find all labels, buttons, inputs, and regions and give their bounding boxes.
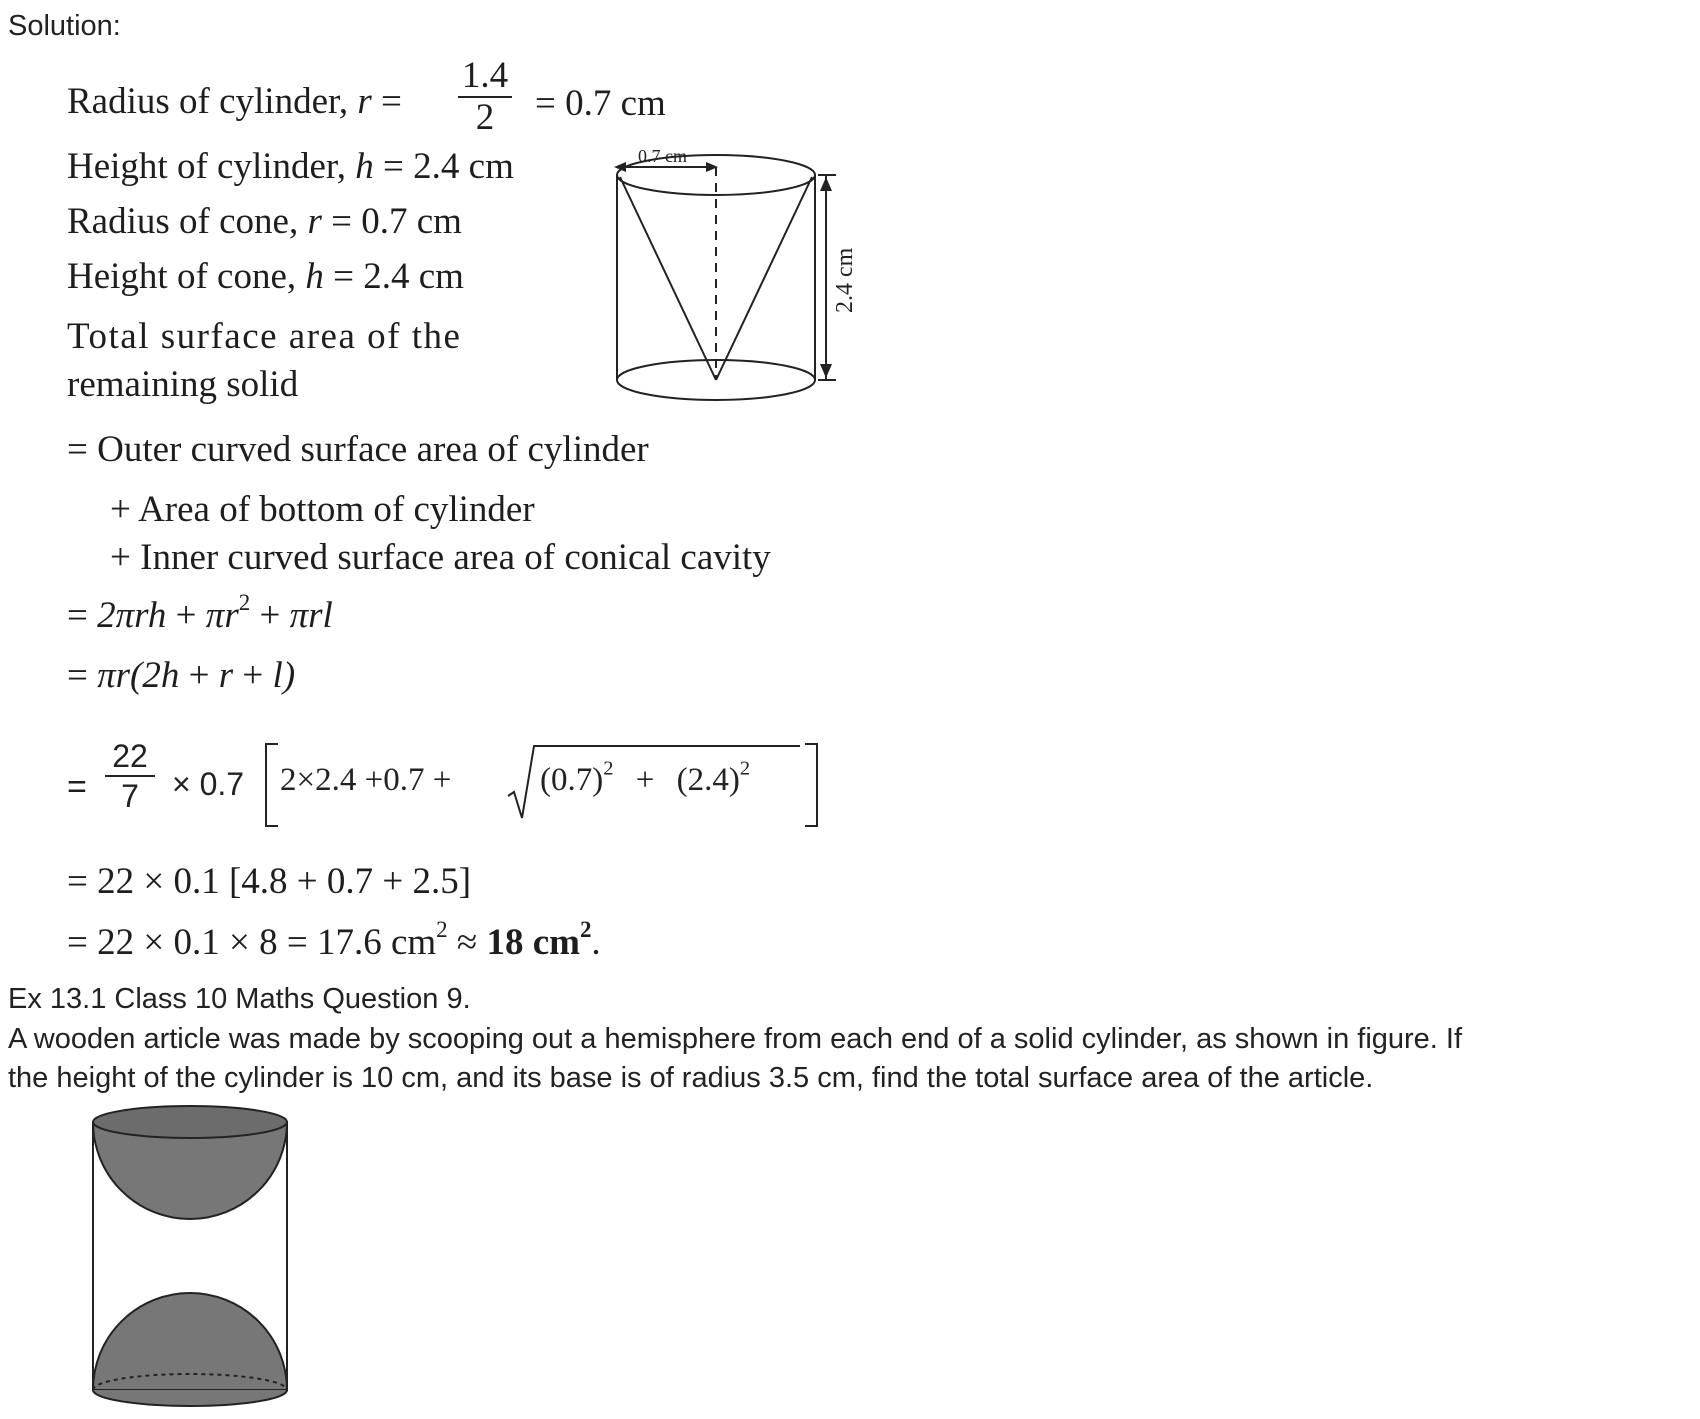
radius-cone-label: Radius of cone, (67, 201, 299, 242)
radius-cone-line (67, 200, 462, 243)
height-arrow-bottom-head (820, 364, 832, 378)
rounded-answer: 18 cm (486, 922, 580, 963)
equals-sign: = (67, 595, 88, 636)
height-cone-var: h (305, 256, 324, 297)
exponent: 2 (579, 916, 592, 942)
fraction-numerator: 22 (112, 738, 148, 774)
radius-cylinder-line (67, 80, 402, 123)
question-text-line-1: A wooden article was made by scooping out a hemisphere from each end of a solid cylinder, as shown in figure. If (8, 1023, 1463, 1055)
step-simplified: = 22 × 0.1 [4.8 + 0.7 + 2.5] (67, 861, 472, 902)
plus-sign: + (242, 655, 264, 696)
solution-label: Solution: (8, 10, 121, 42)
fraction-numerator: 1.4 (461, 55, 509, 96)
term-l: l) (272, 655, 296, 696)
height-cylinder-line (67, 145, 514, 188)
radius-fraction (458, 56, 512, 138)
radius-cone-var: r (307, 201, 322, 242)
bracket-inner-terms: 2×2.4 +0.7 + (280, 762, 452, 798)
exponent: 2 (238, 589, 251, 615)
cylinder-cone-figure (600, 135, 860, 410)
height-cylinder-var: h (355, 146, 374, 187)
height-cylinder-value: = 2.4 cm (383, 146, 514, 187)
fraction-denominator: 2 (475, 97, 495, 138)
term-pir-2h: πr(2h (97, 655, 180, 696)
plus-sign: + (175, 595, 197, 636)
left-square-bracket (266, 744, 278, 826)
term-pirl: πrl (289, 595, 333, 636)
fraction-denominator: 7 (121, 778, 139, 814)
question-text-line-2: the height of the cylinder is 10 cm, and its base is of radius 3.5 cm, find the total surface area of the article. (8, 1062, 1374, 1094)
term-pir: πr (205, 595, 239, 636)
equals-sign: = (381, 81, 402, 122)
exponent: 2 (436, 916, 448, 942)
tsa-line-1: Total surface area of the (67, 316, 462, 357)
tsa-line-2: remaining solid (67, 364, 299, 405)
radius-cone-value: = 0.7 cm (331, 201, 462, 242)
approx-sign: ≈ (456, 922, 478, 963)
term-2pirh: 2πrh (97, 595, 167, 636)
root-term-a: (0.7) (540, 762, 604, 798)
equals-sign: = (67, 655, 88, 696)
question-heading: Ex 13.1 Class 10 Maths Question 9. (8, 983, 471, 1015)
bottom-hemisphere-cavity (93, 1293, 287, 1390)
step-inner-csa: + Inner curved surface area of conical cavity (110, 537, 771, 578)
period: . (591, 922, 601, 963)
plus-sign: + (188, 655, 210, 696)
plus-sign: + (635, 762, 655, 798)
step-numeric-multiplier: × 0.7 (172, 766, 245, 802)
step-formula (67, 589, 333, 637)
term-r: r (218, 655, 234, 696)
cone-right-slant (716, 177, 812, 380)
step-numeric-fraction (105, 737, 155, 815)
radius-cylinder-label: Radius of cylinder, (67, 81, 349, 122)
top-ellipse (93, 1106, 287, 1138)
exponent: 2 (739, 757, 751, 780)
root-term-b: (2.4) (676, 762, 740, 798)
step-bottom-area: + Area of bottom of cylinder (110, 489, 535, 530)
radius-cylinder-result: = 0.7 cm (535, 83, 666, 124)
plus-sign: + (259, 595, 281, 636)
height-cone-label: Height of cone, (67, 256, 297, 297)
step-outer-csa: = Outer curved surface area of cylinder (67, 429, 649, 470)
height-dimension-label: 2.4 cm (832, 247, 858, 313)
computed-value: = 22 × 0.1 × 8 = 17.6 cm (67, 922, 437, 963)
cone-left-slant (620, 177, 716, 380)
step-final-answer (67, 916, 601, 964)
bottom-ellipse-front-edge (93, 1390, 287, 1406)
radius-cylinder-var: r (357, 81, 372, 122)
root-contents (540, 757, 751, 799)
right-square-bracket (805, 744, 817, 826)
height-cone-value: = 2.4 cm (333, 256, 464, 297)
radius-dimension-label: 0.7 cm (638, 146, 687, 166)
step-factored (67, 654, 295, 697)
exponent: 2 (603, 757, 614, 780)
height-arrow-top-head (820, 177, 832, 191)
height-cylinder-label: Height of cylinder, (67, 146, 347, 187)
height-cone-line (67, 255, 464, 298)
step-numeric-equals: = (67, 768, 87, 806)
hemisphere-cylinder-figure (85, 1102, 295, 1414)
